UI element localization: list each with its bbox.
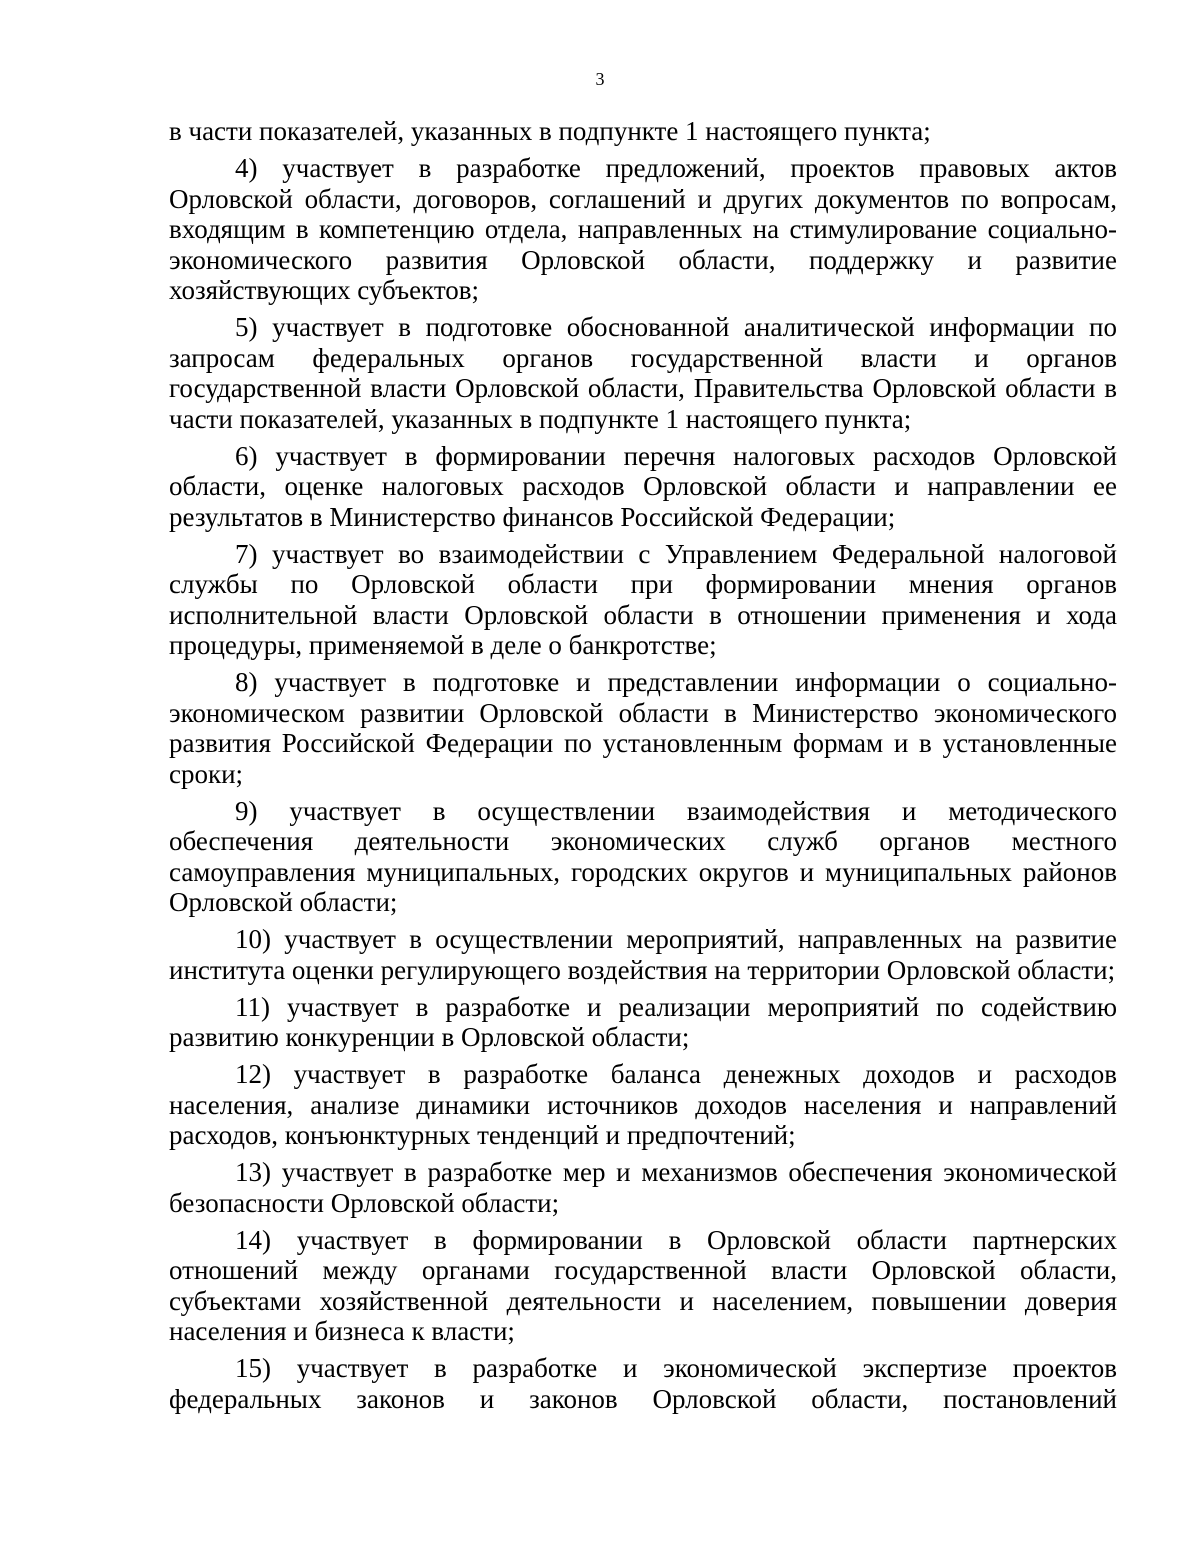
paragraph-item-7: 7) участвует во взаимодействии с Управлением Федеральной налоговой службы по Орловской области при формировании мнения органов исполнительной власти Орловской области в отношении применения и хода процедуры, применяемой в деле о банкротстве; [169,538,1117,660]
paragraph-item-4: 4) участвует в разработке предложений, проектов правовых актов Орловской области, договоров, соглашений и других документов по вопросам, входящим в компетенцию отдела, направленных на стимулирование социально-экономического развития Орловской области, поддержку и развитие хозяйствующих субъектов; [169,153,1117,305]
paragraph-item-11: 11) участвует в разработке и реализации мероприятий по содействию развитию конкуренции в Орловской области; [169,991,1117,1052]
paragraph-item-8: 8) участвует в подготовке и представлении информации о социально-экономическом развитии Орловской области в Министерство экономического развития Российской Федерации по установленным формам и в установленные сроки; [169,667,1117,789]
document-body [169,116,1117,1421]
paragraph-item-6: 6) участвует в формировании перечня налоговых расходов Орловской области, оценке налоговых расходов Орловской области и направлении ее результатов в Министерство финансов Российской Федерации; [169,440,1117,532]
paragraph-item-13: 13) участвует в разработке мер и механизмов обеспечения экономической безопасности Орловской области; [169,1157,1117,1218]
paragraph-item-12: 12) участвует в разработке баланса денежных доходов и расходов населения, анализе динамики источников доходов населения и направлений расходов, конъюнктурных тенденций и предпочтений; [169,1059,1117,1150]
page-number: 3 [595,69,605,89]
paragraph-item-10: 10) участвует в осуществлении мероприятий, направленных на развитие института оценки регулирующего воздействия на территории Орловской области; [169,924,1117,985]
paragraph-item-15: 15) участвует в разработке и экономической экспертизе проектов федеральных законов и законов Орловской области, постановлений [169,1353,1117,1414]
paragraph-item-5: 5) участвует в подготовке обоснованной аналитической информации по запросам федеральных органов государственной власти и органов государственной власти Орловской области, Правительства Орловской области в части показателей, указанных в подпункте 1 настоящего пункта; [169,312,1117,434]
paragraph-item-9: 9) участвует в осуществлении взаимодействия и методического обеспечения деятельности экономических служб органов местного самоуправления муниципальных, городских округов и муниципальных районов Орловской области; [169,795,1117,917]
paragraph-continuation: в части показателей, указанных в подпункте 1 настоящего пункта; [169,116,931,146]
paragraph-item-14: 14) участвует в формировании в Орловской области партнерских отношений между органами государственной власти Орловской области, субъектами хозяйственной деятельности и населением, повышении доверия населения и бизнеса к власти; [169,1224,1117,1346]
